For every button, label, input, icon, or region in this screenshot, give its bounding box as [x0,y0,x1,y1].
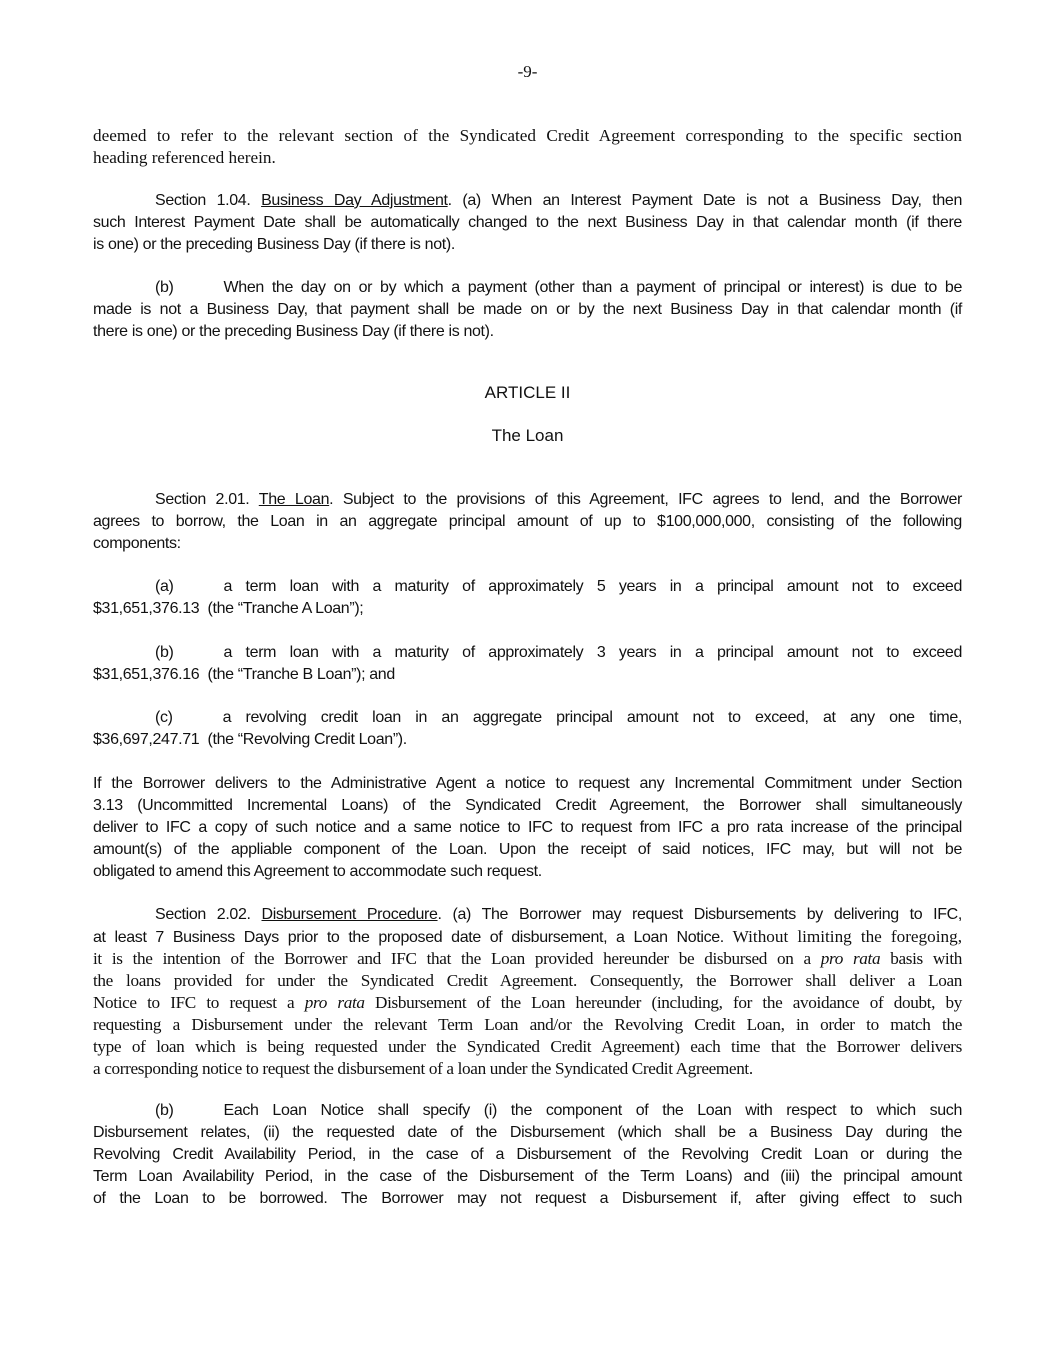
text-line: $36,697,247.71 (the “Revolving Credit Loan”). [93,731,407,748]
text-line [93,489,962,511]
text-line: such Interest Payment Date shall be automatically changed to the next Business Day in that calendar month (if there [93,214,962,231]
item-marker: (b) [155,279,174,296]
text-line: heading referenced herein. [93,148,276,167]
incremental-commitment-paragraph [93,773,962,883]
section-1-04-b [93,277,962,343]
text-line: Revolving Credit Availability Period, in the case of a Disbursement of the Revolving Credit Loan or during the [93,1146,962,1163]
article-heading: ARTICLE II [484,383,571,402]
text-span: . (a) When an Interest Payment Date is not a Business Day, then [447,192,962,209]
section-2-02-a [93,904,962,1080]
text-span: pro rata [820,949,881,968]
text-line: deemed to refer to the relevant section of the Syndicated Credit Agreement corresponding to the specific section [93,126,962,145]
text-line: components: [93,535,181,552]
section-title: Disbursement Procedure [261,906,438,923]
text-span: When the day on or by which a payment (other than a payment of principal or interest) is due to be [223,279,962,296]
section-label: Section 1.04. [155,192,251,209]
text-line: requesting a Disbursement under the relevant Term Loan and/or the Revolving Credit Loan, in order to match the [93,1015,962,1034]
text-line: amount(s) of the appliable component of the Loan. Upon the receipt of said notices, IFC may, but will not be [93,841,962,858]
text-line [93,926,962,948]
section-title: The Loan [258,491,330,508]
text-line: 3.13 (Uncommitted Incremental Loans) of the Syndicated Credit Agreement, the Borrower shall simultaneously [93,797,962,814]
text-line: is one) or the preceding Business Day (if there is not). [93,236,455,253]
text-line: there is one) or the preceding Business Day (if there is not). [93,323,494,340]
text-line: type of loan which is being requested under the Syndicated Credit Agreement) each time that the Borrower delivers [93,1037,962,1056]
text-line: the loans provided for under the Syndicated Credit Agreement. Consequently, the Borrower shall deliver a Loan [93,971,962,990]
text-line: agrees to borrow, the Loan in an aggregate principal amount of up to $100,000,000, consisting of the following [93,513,962,530]
text-line [93,642,962,664]
loan-component-a [93,576,962,620]
page-number: -9- [517,62,538,81]
text-span: a revolving credit loan in an aggregate principal amount not to exceed, at any one time, [222,709,962,726]
text-span: at least 7 Business Days prior to the proposed date of disbursement, a Loan Notice. [93,929,724,946]
text-line: Disbursement relates, (ii) the requested date of the Disbursement (which shall be a Business Day during the [93,1124,962,1141]
text-span: Disbursement of the Loan hereunder (including, for the avoidance of doubt, by [364,993,963,1012]
text-line: a corresponding notice to request the disbursement of a loan under the Syndicated Credit Agreement. [93,1059,753,1078]
text-line [93,277,962,299]
text-span: . (a) The Borrower may request Disbursements by delivering to IFC, [437,906,962,923]
text-span: Without limiting the foregoing, [723,927,962,946]
text-line: $31,651,376.16 (the “Tranche B Loan”); and [93,666,395,683]
text-span: a term loan with a maturity of approximately 3 years in a principal amount not to exceed [223,644,962,661]
text-span: Notice to IFC to request a [93,993,305,1012]
item-marker: (b) [155,1102,174,1119]
carryover-paragraph [93,125,962,169]
loan-component-b [93,642,962,686]
text-line [93,1100,962,1122]
item-marker: (a) [155,578,174,595]
text-line: of the Loan to be borrowed. The Borrower may not request a Disbursement if, after giving effect to such [93,1190,962,1207]
item-marker: (b) [155,644,174,661]
text-line: made is not a Business Day, that payment shall be made on or by the next Business Day in that calendar month (if [93,301,962,318]
item-marker: (c) [155,709,173,726]
text-span: it is the intention of the Borrower and IFC that the Loan provided hereunder be disbursed on a [93,949,821,968]
text-span: Each Loan Notice shall specify (i) the component of the Loan with respect to which such [223,1102,962,1119]
section-2-01 [93,489,962,555]
text-line [93,904,962,926]
text-span: basis with [880,949,963,968]
text-span: pro rata [304,993,365,1012]
text-span: a term loan with a maturity of approximately 5 years in a principal amount not to exceed [223,578,962,595]
section-1-04-a [93,190,962,256]
text-line: deliver to IFC a copy of such notice and a same notice to IFC to request from IFC a pro rata increase of the principal [93,819,962,836]
text-line: $31,651,376.13 (the “Tranche A Loan”); [93,600,364,617]
section-title: Business Day Adjustment [261,192,448,209]
text-line: If the Borrower delivers to the Administrative Agent a notice to request any Incremental Commitment under Section [93,775,962,792]
text-line [93,576,962,598]
section-label: Section 2.01. [155,491,250,508]
text-line: Term Loan Availability Period, in the case of the Disbursement of the Term Loans) and (iii) the principal amount [93,1168,962,1185]
text-line: obligated to amend this Agreement to accommodate such request. [93,863,542,880]
article-subheading: The Loan [491,426,564,445]
loan-component-c [93,707,962,751]
section-label: Section 2.02. [155,906,251,923]
text-span: . Subject to the provisions of this Agreement, IFC agrees to lend, and the Borrower [329,491,963,508]
text-line [93,992,962,1014]
text-line [93,948,962,970]
section-2-02-b [93,1100,962,1210]
text-line [93,707,962,729]
text-line [93,190,962,212]
